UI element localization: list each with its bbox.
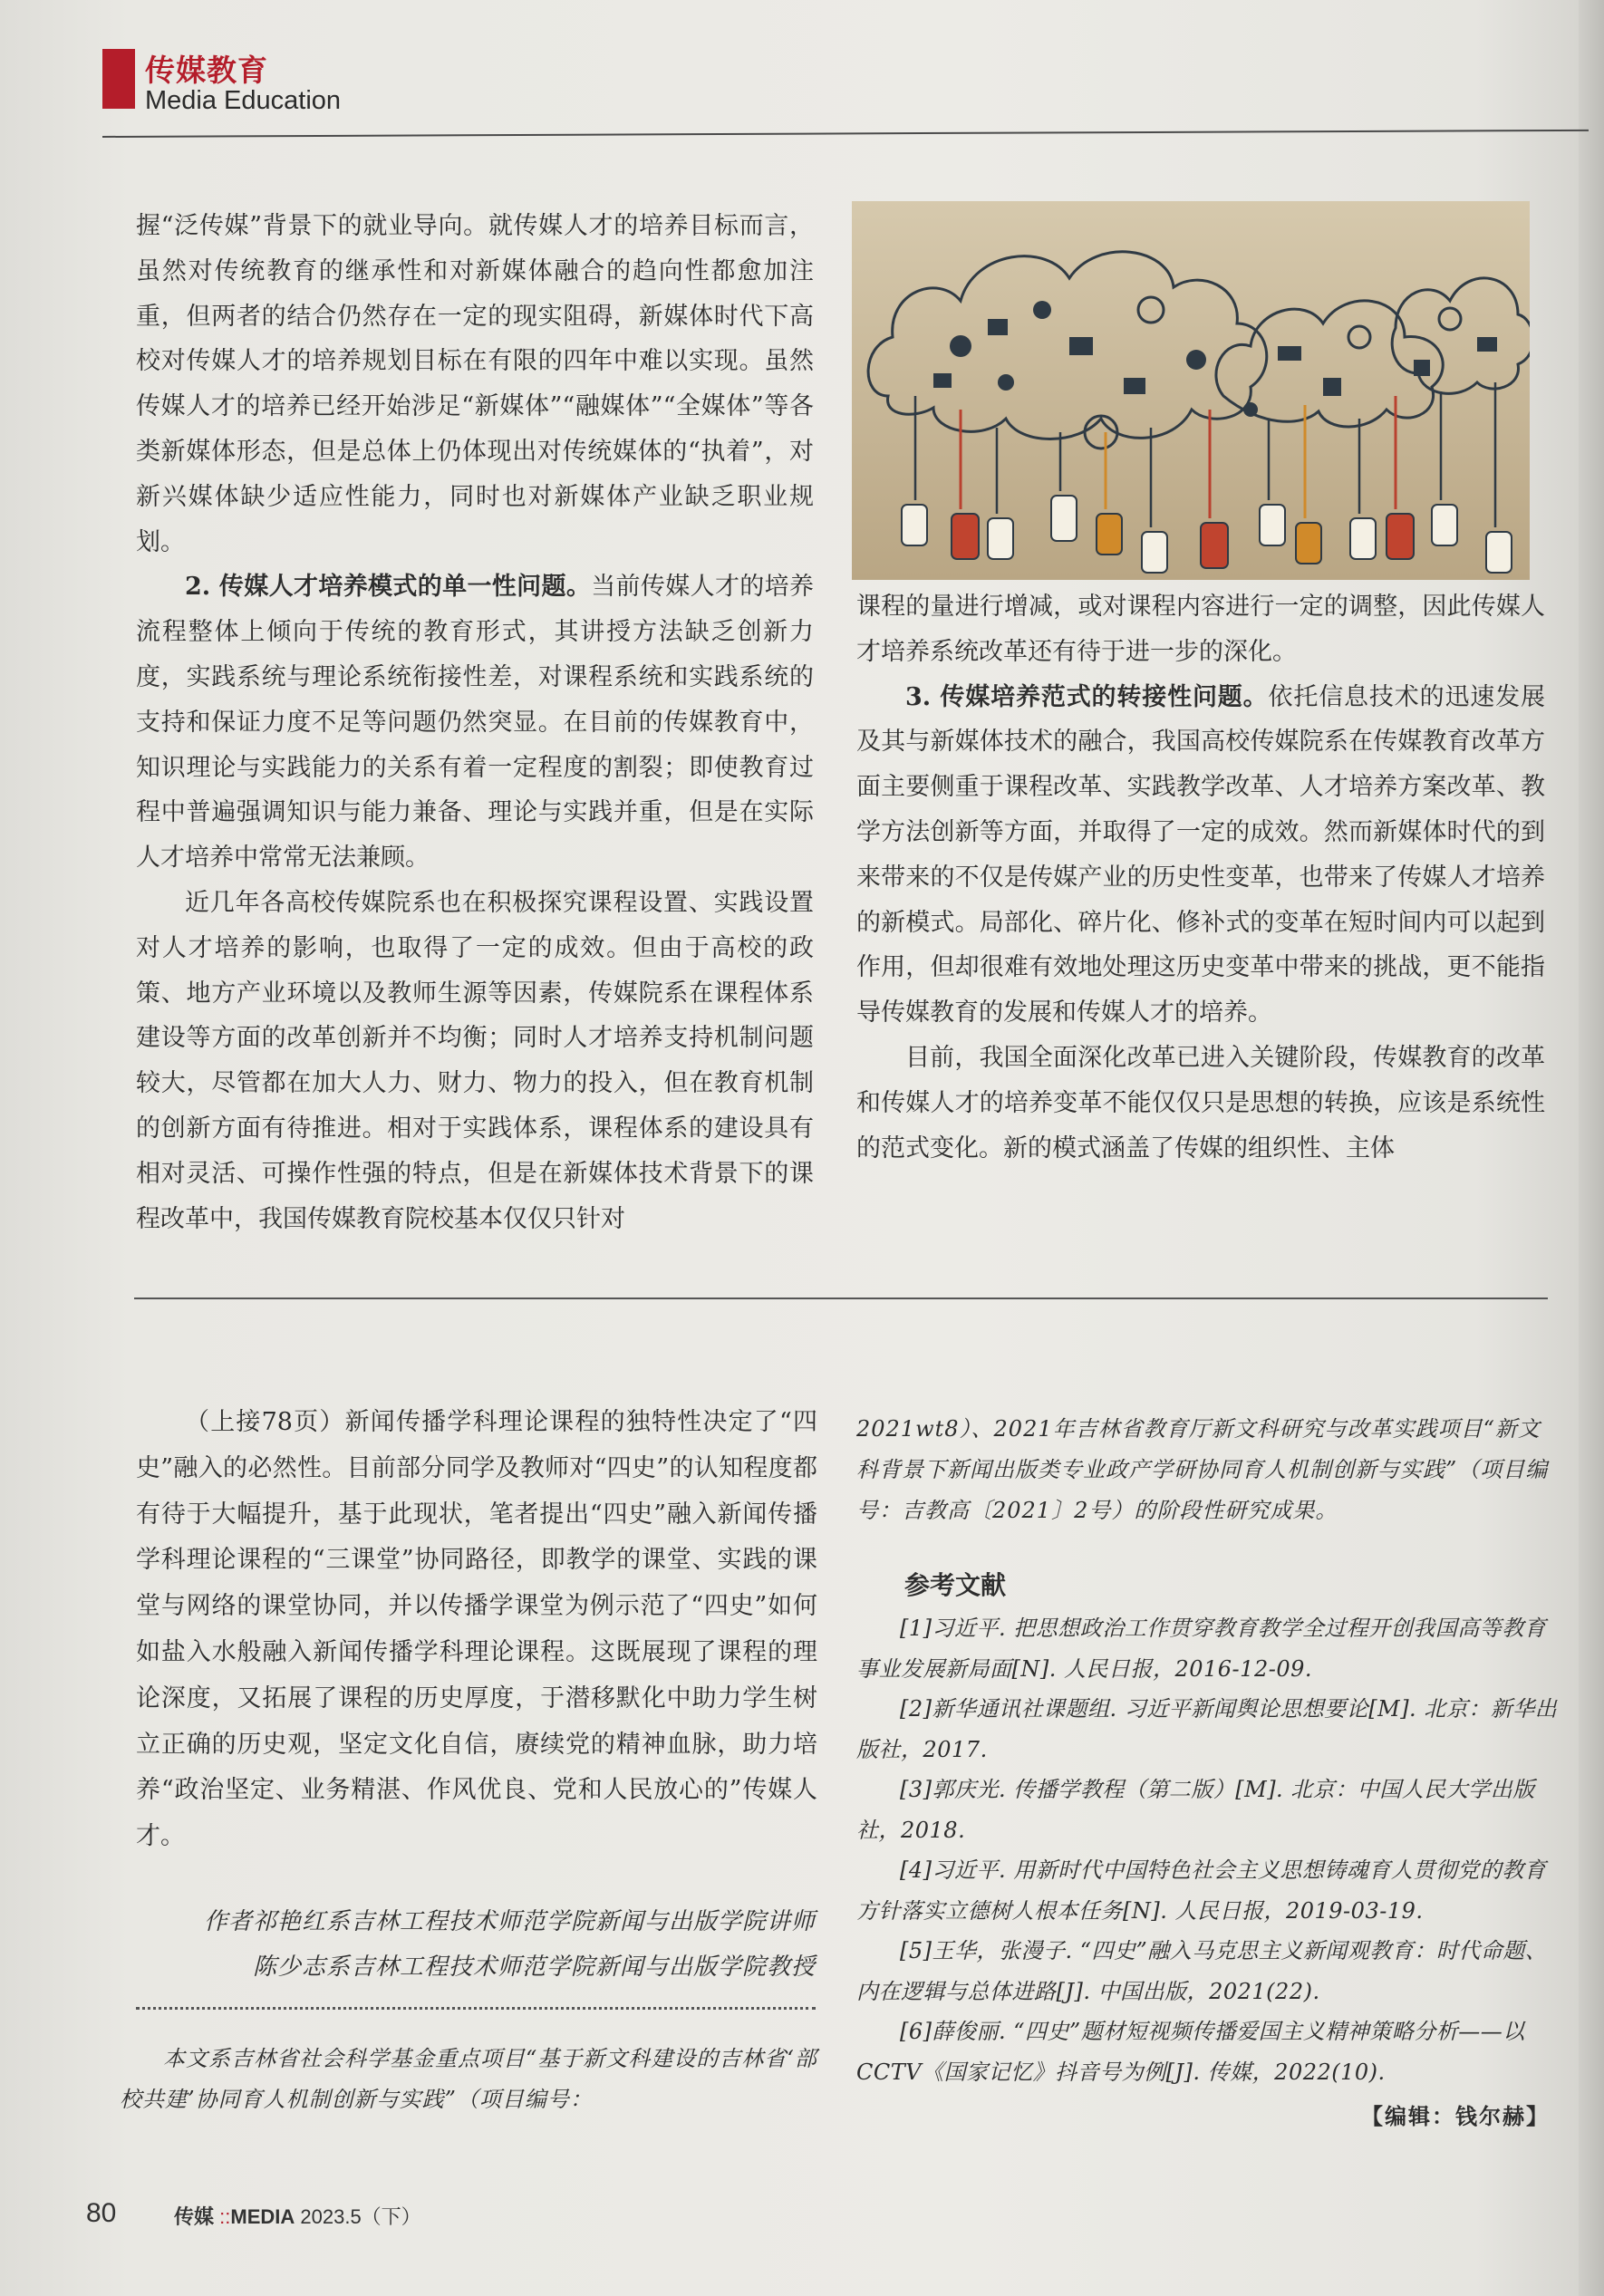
paragraph [136,564,814,881]
references-title: 参考文献 [904,1570,1007,1600]
reference-item: [1]习近平. 把思想政治工作贯穿教育教学全过程开创我国高等教育事业发展新局面[N]. 人民日报，2016-12-09. [856,1616,1547,1682]
references-list [856,1608,1559,2092]
paragraph: 课程的量进行增减，或对课程内容进行一定的调整，因此传媒人才培养系统改革还有待于进一步的深化。 [856,593,1545,666]
subheading: 2. 传媒人才培养模式的单一性问题。 [185,573,592,602]
section-title-en: Media Education [145,86,342,115]
subheading: 3. 传媒培养范式的转接性问题。 [905,682,1269,711]
upper-right-column [856,584,1545,1171]
magazine-name-cn: 传媒 [174,2205,215,2228]
paragraph: 目前，我国全面深化改革已进入关键阶段，传媒教育的改革和传媒人才的培养变革不能仅仅只是思想的转换，应该是系统性的范式变化。新的模式涵盖了传媒的组织性、主体 [856,1043,1545,1162]
dotted-divider [136,2007,816,2010]
editor-credit: 【编辑：钱尔赫】 [1361,2103,1550,2129]
paragraph: 近几年各高校传媒院系也在积极探究课程设置、实践设置对人才培养的影响，也取得了一定的成效。但由于高校的政策、地方产业环境以及教师生源等因素，传媒院系在课程体系建设等方面的改革创新并不均衡；同时人才培养支持机制问题较大，尽管都在加大人力、财力、物力的投入，但在教育机制的创新方面有待推进。相对于实践体系，课程体系的建设具有相对灵活、可操作性强的特点，但是在新媒体技术背景下的课程改革中，我国传媒教育院校基本仅仅只针对 [136,888,814,1233]
reference-item: [5]王华，张漫子. “四史”融入马克思主义新闻观教育：时代命题、内在逻辑与总体进路[J]. 中国出版，2021(22). [856,1938,1548,2004]
issue-label: 2023.5（下） [300,2205,421,2228]
reference-item: [6]薛俊丽. “四史”题材短视频传播爱国主义精神策略分析——以CCTV《国家记忆》抖音号为例[J]. 传媒，2022(10). [856,2019,1525,2085]
section-title-cn: 传媒教育 [145,53,268,88]
cloud-network-illustration [852,201,1530,580]
paragraph: （上接78页）新闻传播学科理论课程的独特性决定了“四史”融入的必然性。目前部分同学及教师对“四史”的认知程度都有待于大幅提升，基于此现状，笔者提出“四史”融入新闻传播学科理论课程的“三课堂”协同路径，即教学的课堂、实践的课堂与网络的课堂协同，并以传播学课堂为例示范了“四史”如何如盐入水般融入新闻传播学科理论课程。这既展现了课程的理论深度，又拓展了课程的历史厚度，于潜移默化中助力学生树立正确的历史观，坚定文化自信，赓续党的精神血脉，助力培养“政治坚定、业务精湛、作风优良、党和人民放心的”传媒人才。 [136,1408,817,1851]
page-number: 80 [86,2198,117,2228]
header-rule [102,130,1589,138]
upper-left-column [136,204,814,1241]
paragraph-text: 依托信息技术的迅速发展及其与新媒体技术的融合，我国高校传媒院系在传媒教育改革方面主要侧重于课程改革、实践教学改革、人才培养方案改革、教学方法创新等方面，并取得了一定的成效。然而新媒体时代的到来带来的不仅是传媒产业的历史性变革，也带来了传媒人才培养的新模式。局部化、碎片化、修补式的变革在短时间内可以起到作用，但却很难有效地处理这历史变革中带来的挑战，更不能指导传媒教育的发展和传媒人才的培养。 [856,682,1546,1027]
cloud-icon [852,201,1530,580]
magazine-footer [174,2202,421,2230]
paragraph-text: 当前传媒人才的培养流程整体上倾向于传统的教育形式，其讲授方法缺乏创新力度，实践系统与理论系统衔接性差，对课程系统和实践系统的支持和保证力度不足等问题仍然突显。在目前的传媒教育中，知识理论与实践能力的关系有着一定程度的割裂；即使教育过程中普遍强调知识与能力兼备、理论与实践并重，但是在实际人才培养中常常无法兼顾。 [136,573,815,873]
author-line: 陈少志系吉林工程技术师范学院新闻与出版学院教授 [252,1954,816,1981]
funding-note-continued: 2021wt8）、2021年吉林省教育厅新文科研究与改革实践项目“新文科背景下新闻出版类专业政产学研协同育人机制创新与实践”（项目编号：吉教高〔2021〕2号）的阶段性研究成果。 [856,1416,1549,1523]
paragraph [856,675,1545,1036]
reference-item: [3]郭庆光. 传播学教程（第二版）[M]. 北京：中国人民大学出版社，2018. [856,1777,1535,1843]
reference-item: [2]新华通讯社课题组. 习近平新闻舆论思想要论[M]. 北京：新华出版社，2017. [856,1696,1558,1762]
section-marker [102,49,135,109]
author-line: 作者祁艳红系吉林工程技术师范学院新闻与出版学院讲师 [203,1908,816,1935]
lower-left-column [136,1400,817,1860]
section-divider [134,1298,1548,1299]
footer-separator: :: [219,2205,231,2228]
magazine-name-en: MEDIA [230,2205,295,2228]
funding-note: 本文系吉林省社会科学基金重点项目“基于新文科建设的吉林省‘部校共建’协同育人机制创新与实践”（项目编号： [120,2046,817,2112]
paragraph: 握“泛传媒”背景下的就业导向。就传媒人才的培养目标而言，虽然对传统教育的继承性和对新媒体融合的趋向性都愈加注重，但两者的结合仍然存在一定的现实阻碍，新媒体时代下高校对传媒人才的培养规划目标在有限的四年中难以实现。虽然传媒人才的培养已经开始涉足“新媒体”“融媒体”“全媒体”等各类新媒体形态，但是总体上仍体现出对传统媒体的“执着”，对新兴媒体缺少适应性能力，同时也对新媒体产业缺乏职业规划。 [136,212,814,556]
reference-item: [4]习近平. 用新时代中国特色社会主义思想铸魂育人贯彻党的教育方针落实立德树人根本任务[N]. 人民日报，2019-03-19. [856,1857,1547,1924]
page-edge [1579,0,1604,2296]
